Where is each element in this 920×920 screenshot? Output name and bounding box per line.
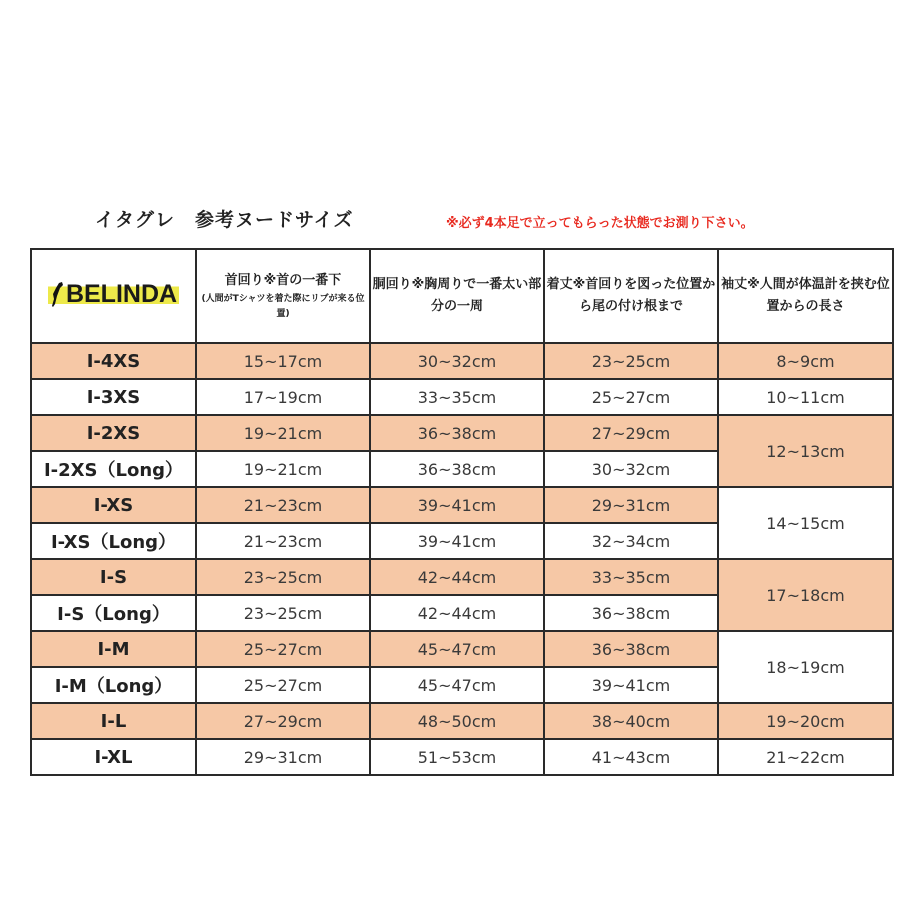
- length-value: 36~38cm: [544, 595, 718, 631]
- header-sleeve: [718, 249, 893, 343]
- length-value: 23~25cm: [544, 343, 718, 379]
- header-neck: [196, 249, 370, 343]
- neck-value: 15~17cm: [196, 343, 370, 379]
- chest-value: 51~53cm: [370, 739, 544, 775]
- chest-value: 33~35cm: [370, 379, 544, 415]
- size-name: I-S: [31, 559, 196, 595]
- chest-value: 42~44cm: [370, 595, 544, 631]
- size-name: I-3XS: [31, 379, 196, 415]
- header-row: [31, 249, 893, 343]
- neck-value: 29~31cm: [196, 739, 370, 775]
- size-name: I-4XS: [31, 343, 196, 379]
- header-chest-label: 胴回り※胸周りで一番太い部分の一周: [372, 277, 542, 314]
- header-length-label: 着丈※首回りを図った位置から尾の付け根まで: [546, 277, 716, 314]
- brand-name: BELINDA: [65, 280, 178, 309]
- size-name: I-2XS: [31, 415, 196, 451]
- table-row: [31, 487, 893, 523]
- chest-value: 36~38cm: [370, 451, 544, 487]
- neck-value: 17~19cm: [196, 379, 370, 415]
- neck-value: 21~23cm: [196, 523, 370, 559]
- length-value: 25~27cm: [544, 379, 718, 415]
- chest-value: 39~41cm: [370, 523, 544, 559]
- neck-value: 19~21cm: [196, 415, 370, 451]
- size-name: I-M（Long）: [31, 667, 196, 703]
- table-row: [31, 343, 893, 379]
- neck-value: 19~21cm: [196, 451, 370, 487]
- chest-value: 45~47cm: [370, 631, 544, 667]
- size-name: I-S（Long）: [31, 595, 196, 631]
- table-row: [31, 415, 893, 451]
- size-name: I-2XS（Long）: [31, 451, 196, 487]
- page-title: イタグレ 参考ヌードサイズ: [95, 209, 354, 231]
- sleeve-value: 18~19cm: [718, 631, 893, 703]
- chest-value: 36~38cm: [370, 415, 544, 451]
- neck-value: 27~29cm: [196, 703, 370, 739]
- length-value: 33~35cm: [544, 559, 718, 595]
- sleeve-value: 17~18cm: [718, 559, 893, 631]
- measurement-note: ※必ず4本足で立ってもらった状態でお測り下さい。: [446, 216, 754, 231]
- chest-value: 39~41cm: [370, 487, 544, 523]
- header-chest: [370, 249, 544, 343]
- neck-value: 23~25cm: [196, 559, 370, 595]
- length-value: 32~34cm: [544, 523, 718, 559]
- sleeve-value: 21~22cm: [718, 739, 893, 775]
- header-sleeve-label: 袖丈※人間が体温計を挟む位置からの長さ: [721, 277, 890, 314]
- length-value: 36~38cm: [544, 631, 718, 667]
- length-value: 30~32cm: [544, 451, 718, 487]
- sleeve-value: 10~11cm: [718, 379, 893, 415]
- size-name: I-XS（Long）: [31, 523, 196, 559]
- chest-value: 45~47cm: [370, 667, 544, 703]
- dog-silhouette-icon: [50, 282, 64, 308]
- sleeve-value: 12~13cm: [718, 415, 893, 487]
- sleeve-value: 19~20cm: [718, 703, 893, 739]
- sleeve-value: 14~15cm: [718, 487, 893, 559]
- chest-value: 30~32cm: [370, 343, 544, 379]
- table-row: [31, 379, 893, 415]
- brand-logo-cell: [31, 249, 196, 343]
- size-name: I-L: [31, 703, 196, 739]
- table-row: [31, 703, 893, 739]
- neck-value: 23~25cm: [196, 595, 370, 631]
- neck-value: 21~23cm: [196, 487, 370, 523]
- size-chart-table: [30, 248, 894, 776]
- size-name: I-M: [31, 631, 196, 667]
- table-row: [31, 559, 893, 595]
- header-neck-sublabel: (人間がTシャツを着た際にリブが来る位置): [201, 294, 365, 319]
- size-name: I-XS: [31, 487, 196, 523]
- neck-value: 25~27cm: [196, 631, 370, 667]
- size-name: I-XL: [31, 739, 196, 775]
- length-value: 39~41cm: [544, 667, 718, 703]
- table-row: [31, 631, 893, 667]
- chest-value: 42~44cm: [370, 559, 544, 595]
- brand-logo: [48, 280, 179, 309]
- length-value: 29~31cm: [544, 487, 718, 523]
- length-value: 27~29cm: [544, 415, 718, 451]
- length-value: 38~40cm: [544, 703, 718, 739]
- neck-value: 25~27cm: [196, 667, 370, 703]
- sleeve-value: 8~9cm: [718, 343, 893, 379]
- header-length: [544, 249, 718, 343]
- length-value: 41~43cm: [544, 739, 718, 775]
- header-neck-label: 首回り※首の一番下: [224, 273, 342, 288]
- table-row: [31, 739, 893, 775]
- chest-value: 48~50cm: [370, 703, 544, 739]
